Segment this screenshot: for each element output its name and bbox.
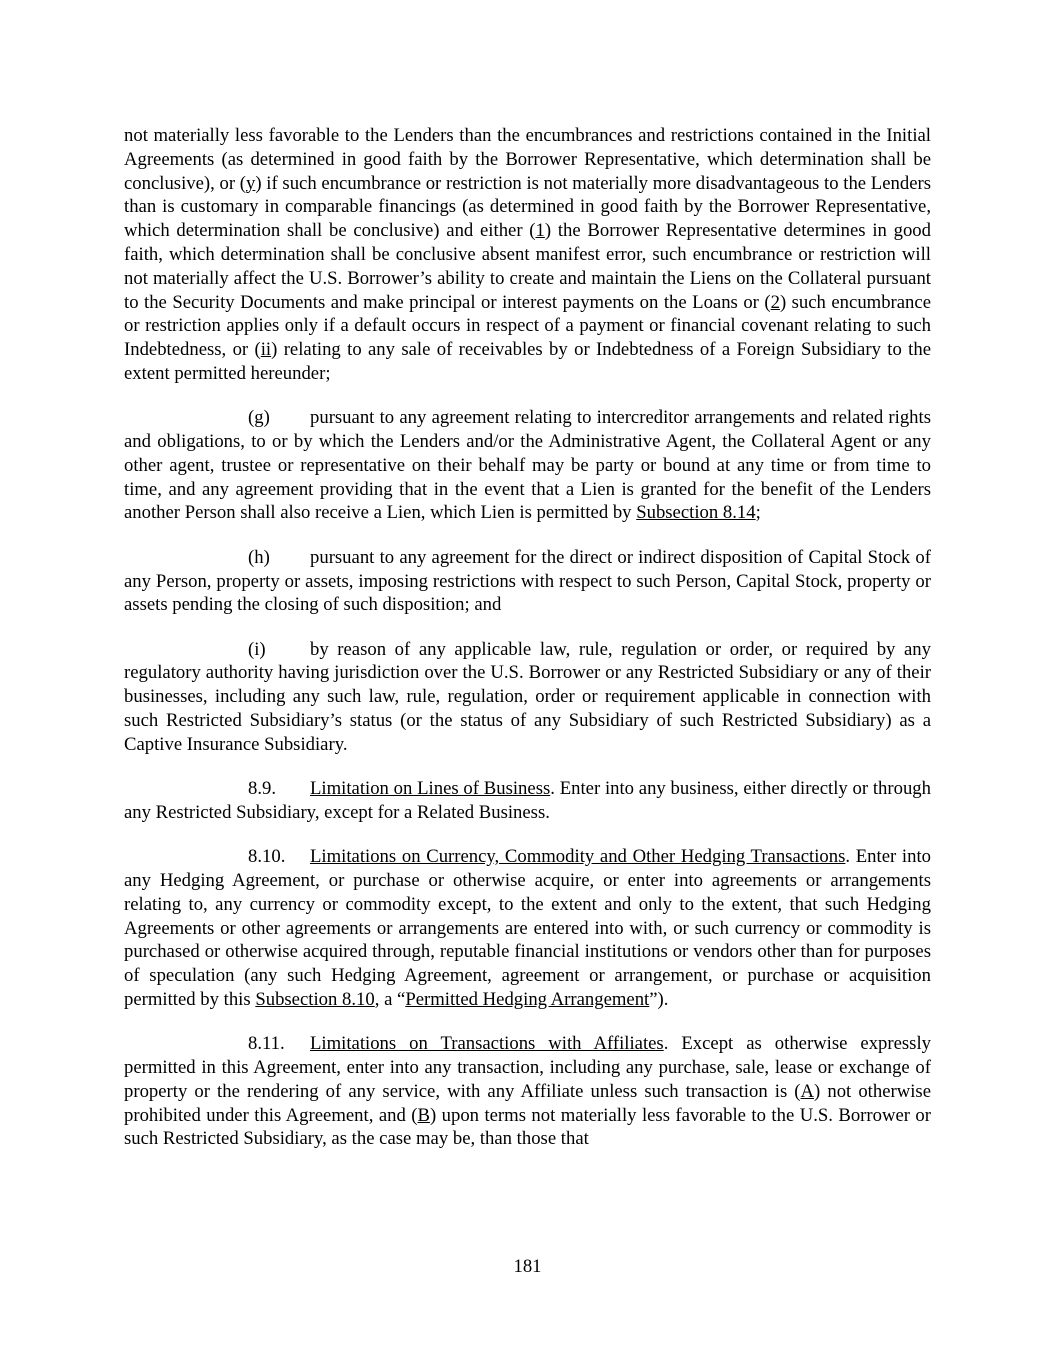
clause-label: (h) xyxy=(248,546,270,568)
section-heading: Limitations on Currency, Commodity and Other Hedging Transactions xyxy=(310,846,846,868)
paragraph-continuation: not materially less favorable to the Lenders than the encumbrances and restrictions contained in the Initial Agreements (as determined in good faith by the Borrower Representative, which determination shall be conclusive), or (y) if such encumbrance or restriction is not materially more disadvantageous to the Lenders than is customary in comparable financings (as determined in good faith by the Borrower Representative, which determination shall be conclusive) and either (1) the Borrower Representative determines in good faith, which determination shall be conclusive absent manifest error, such encumbrance or restriction will not materially affect the U.S. Borrower’s ability to create and maintain the Liens on the Collateral pursuant to the Security Documents and make principal or interest payments on the Loans or (2) such encumbrance or restriction applies only if a default occurs in respect of a payment or financial covenant relating to such Indebtedness, or (ii) relating to any sale of receivables by or Indebtedness of a Foreign Subsidiary to the extent permitted hereunder; xyxy=(124,125,931,384)
section-heading: Limitation on Lines of Business xyxy=(310,778,551,800)
clause-label: (g) xyxy=(248,407,270,429)
defined-term: Permitted Hedging Arrangement xyxy=(405,989,650,1010)
clause-i: (i) by reason of any applicable law, rule, regulation or order, or required by any regulatory authority having jurisdiction over the U.S. Borrower or any Restricted Subsidiary or any of their businesses, including any such law, rule, regulation, order or requirement applicable in connection with such Restricted Subsidiary’s status (or the status of any Subsidiary of such Restricted Subsidiary) as a Captive Insurance Subsidiary. xyxy=(124,638,931,755)
cross-reference: Subsection 8.14 xyxy=(636,502,756,524)
clause-h: (h) pursuant to any agreement for the direct or indirect disposition of Capital Stock of any Person, property or assets, imposing restrictions with respect to such Person, Capital Stock, property or assets pending the closing of such disposition; and xyxy=(124,546,931,616)
section-heading: Limitations on Transactions with Affiliates xyxy=(310,1033,664,1055)
cross-reference: Subsection 8.10 xyxy=(255,989,375,1010)
section-number: 8.10. xyxy=(248,846,286,868)
section-8-11: 8.11. Limitations on Transactions with Affiliates. Except as otherwise expressly permitted in this Agreement, enter into any transaction, including any purchase, sale, lease or exchange of property or the rendering of any service, with any Affiliate unless such transaction is (A) not otherwise prohibited under this Agreement, and (B) upon terms not materially less favorable to the U.S. Borrower or such Restricted Subsidiary, as the case may be, than those that xyxy=(124,1033,932,1150)
section-number: 8.9. xyxy=(248,778,277,800)
section-8-9: 8.9. Limitation on Lines of Business. Enter into any business, either directly or through any Restricted Subsidiary, except for a Related Business. xyxy=(124,778,931,823)
page-number: 181 xyxy=(513,1256,542,1277)
document-body xyxy=(124,124,931,1172)
clause-label: (i) xyxy=(248,638,266,660)
section-number: 8.11. xyxy=(248,1033,285,1055)
section-8-10: 8.10. Limitations on Currency, Commodity and Other Hedging Transactions. Enter into any Hedging Agreement, or purchase or otherwise acquire, or enter into agreements or arrangements relating to, any currency or commodity except, to the extent and only to the extent, that such Hedging Agreements or other agreements or arrangements are entered into with, or such currency or commodity is purchased or otherwise acquired through, reputable financial institutions or vendors other than for purposes of speculation (any such Hedging Agreement, agreement or arrangement, or purchase or acquisition permitted by this Subsection 8.10, a “Permitted Hedging Arrangement”). xyxy=(124,846,931,1010)
clause-g: (g) pursuant to any agreement relating to intercreditor arrangements and related rights and obligations, to or by which the Lenders and/or the Administrative Agent, the Collateral Agent or any other agent, trustee or representative on their behalf may be party or bound at any time or from time to time, and any agreement providing that in the event that a Lien is granted for the benefit of the Lenders another Person shall also receive a Lien, which Lien is permitted by Subsection 8.14; xyxy=(124,407,931,524)
